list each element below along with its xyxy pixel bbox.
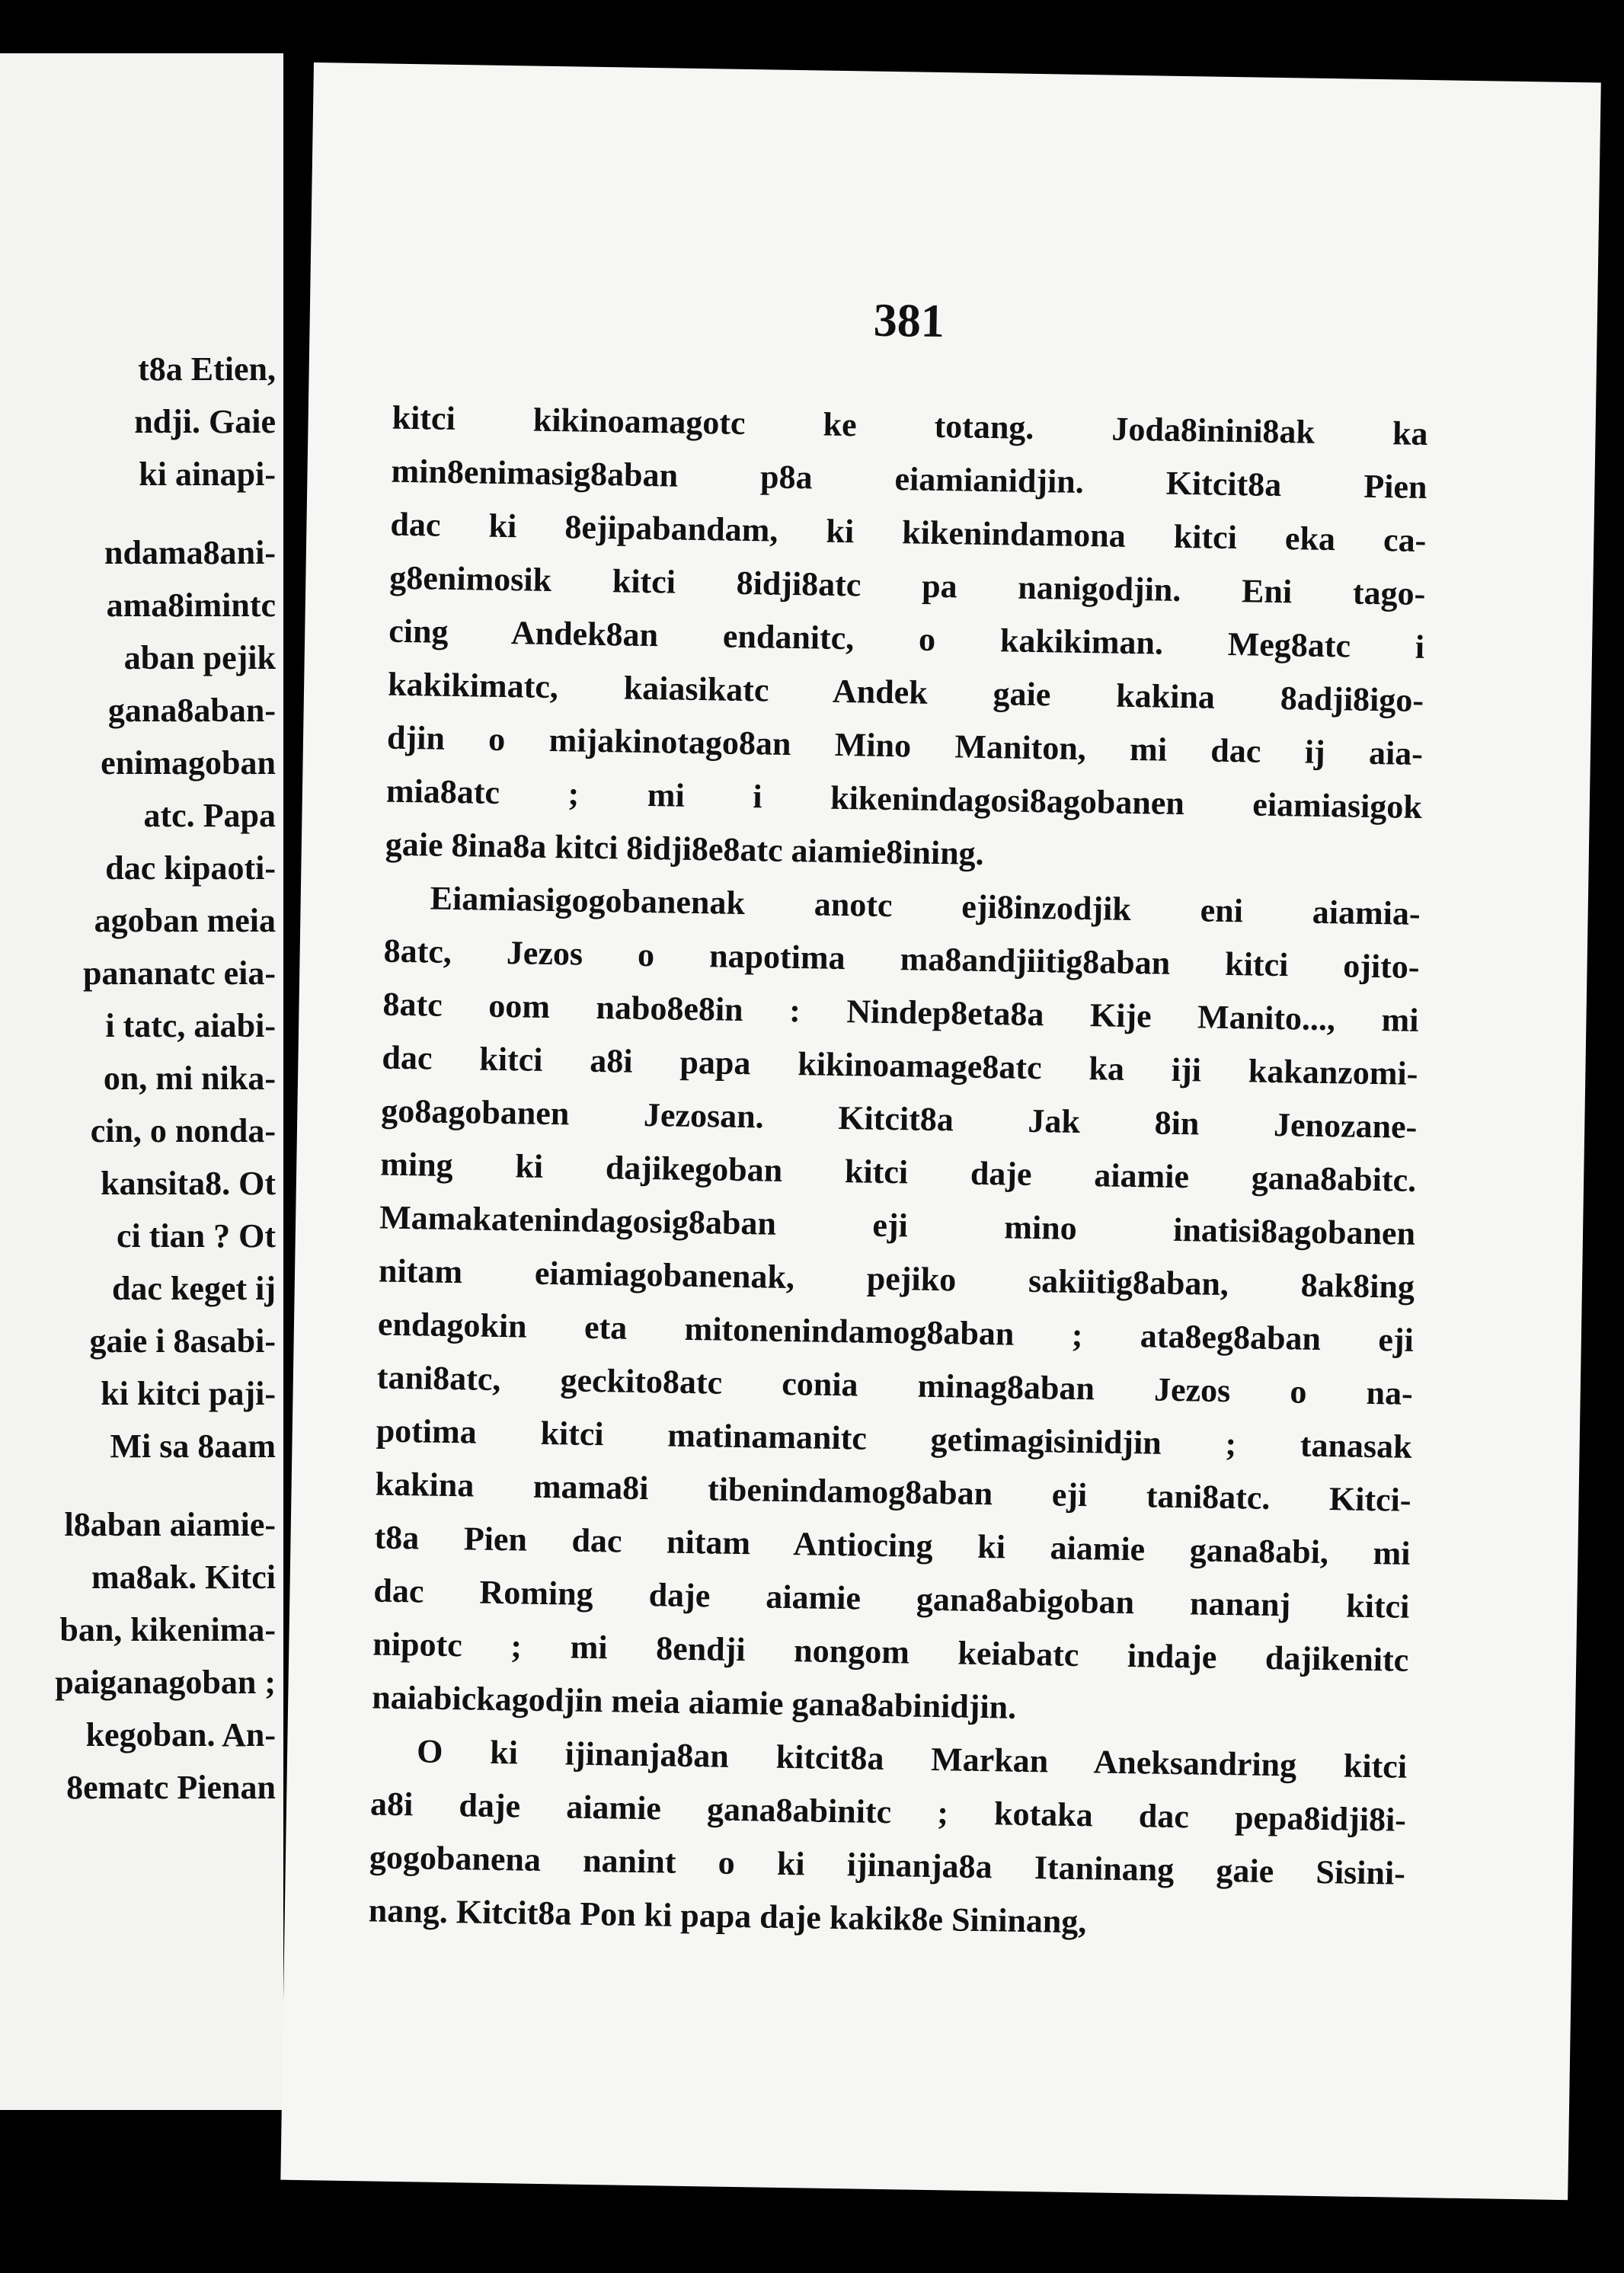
text-line: go8agobanen Jezosan. Kitcit8a Jak 8in Jenozane-	[381, 1092, 1418, 1146]
left-text-line: pananatc eia-	[83, 954, 276, 992]
text-line: gaie 8ina8a kitci 8idji8e8atc aiamie8ining.	[385, 825, 985, 872]
text-line: O ki ijinanja8an kitcit8a Markan Aneksandring kitci	[416, 1732, 1408, 1785]
body-text	[368, 392, 1428, 1954]
text-line: dac kitci a8i papa kikinoamage8atc ka iji kakanzomi-	[382, 1038, 1418, 1092]
left-text-line: gaie i 8asabi-	[89, 1322, 276, 1360]
text-line: g8enimosik kitci 8idji8atc pa nanigodjin. Eni tago-	[389, 558, 1426, 613]
left-text-line: atc. Papa	[143, 797, 276, 834]
left-text-line: ki kitci paji-	[101, 1375, 276, 1412]
left-text-line: ci tian ? Ot	[117, 1217, 276, 1255]
text-line: nitam eiamiagobanenak, pejiko sakiitig8aban, 8ak8ing	[378, 1252, 1415, 1306]
left-text-line: on, mi nika-	[103, 1060, 276, 1097]
left-page-fragment	[0, 53, 283, 2110]
left-text-line: kansita8. Ot	[101, 1165, 276, 1202]
left-text-line: aban pejik	[123, 639, 276, 676]
text-line: nang. Kitcit8a Pon ki papa daje kakik8e Sininang,	[368, 1891, 1087, 1941]
left-text-line: gana8aban-	[107, 692, 276, 729]
left-text-line: ndama8ani-	[104, 534, 276, 571]
text-line: tani8atc, geckito8atc conia minag8aban Jezos o na-	[376, 1358, 1414, 1412]
text-line: nipotc ; mi 8endji nongom keiabatc indaje dajikenitc	[372, 1625, 1409, 1679]
right-page	[280, 62, 1600, 2200]
text-line: Eiamiasigogobanenak anotc eji8inzodjik eni aiamia-	[430, 879, 1421, 932]
left-text-line: agoban meia	[94, 902, 276, 939]
text-line: min8enimasig8aban p8a eiamianidjin. Kitcit8a Pien	[391, 452, 1427, 507]
text-line: naiabickagodjin meia aiamie gana8abinidjin.	[371, 1678, 1017, 1726]
left-text-line: cin, o nonda-	[90, 1112, 276, 1149]
text-line: a8i daje aiamie gana8abinitc ; kotaka dac pepa8idji8i-	[369, 1785, 1407, 1839]
paragraph-gap	[0, 1472, 276, 1498]
left-text-line: ban, kikenima-	[59, 1611, 276, 1648]
text-line: cing Andek8an endanitc, o kakikiman. Meg8atc i	[388, 612, 1425, 666]
text-line: dac ki 8ejipabandam, ki kikenindamona kitci eka ca-	[390, 505, 1427, 560]
text-line: kakina mama8i tibenindamog8aban eji tani8atc. Kitci-	[375, 1465, 1411, 1519]
left-text-line: Mi sa 8aam	[110, 1427, 276, 1465]
left-text-line: dac keget ij	[111, 1270, 276, 1307]
left-text-line: t8a Etien,	[138, 350, 276, 388]
text-line: mia8atc ; mi i kikenindagosi8agobanen eiamiasigok	[385, 772, 1423, 826]
text-line: kakikimatc, kaiasikatc Andek gaie kakina 8adji8igo-	[387, 665, 1424, 719]
left-text-line: ki ainapi-	[139, 456, 276, 493]
left-text-line: ama8imintc	[106, 587, 276, 624]
text-line: potima kitci matinamanitc getimagisinidjin ; tanasak	[376, 1411, 1413, 1466]
text-line: djin o mijakinotago8an Mino Maniton, mi dac ij aia-	[386, 718, 1424, 772]
text-line: 8atc, Jezos o napotima ma8andjiitig8aban kitci ojito-	[383, 932, 1420, 986]
text-line: kitci kikinoamagotc ke totang. Joda8inini8ak ka	[392, 398, 1428, 453]
text-line: 8atc oom nabo8e8in : Nindep8eta8a Kije Manito..., mi	[382, 985, 1419, 1039]
left-text-line: l8aban aiamie-	[64, 1506, 276, 1543]
page-number: 381	[873, 294, 945, 348]
left-text-line: 8ematc Pienan	[66, 1769, 276, 1806]
left-text-line: ndji. Gaie	[134, 403, 276, 440]
left-page-text	[0, 343, 276, 1814]
left-text-line: kegoban. An-	[85, 1716, 276, 1754]
left-text-line: paiganagoban ;	[55, 1664, 276, 1701]
paragraph-gap	[0, 500, 276, 526]
text-line: Mamakatenindagosig8aban eji mino inatisi8agobanen	[379, 1198, 1416, 1252]
text-line: gogobanena nanint o ki ijinanja8a Itaninang gaie Sisini-	[369, 1838, 1406, 1892]
left-text-line: ma8ak. Kitci	[91, 1558, 276, 1596]
text-line: t8a Pien dac nitam Antiocing ki aiamie gana8abi, mi	[374, 1518, 1411, 1572]
left-text-line: enimagoban	[101, 744, 276, 782]
text-line: ming ki dajikegoban kitci daje aiamie gana8abitc.	[379, 1145, 1417, 1199]
left-text-line: dac kipaoti-	[105, 849, 276, 887]
text-line: endagokin eta mitonenindamog8aban ; ata8eg8aban eji	[377, 1305, 1415, 1359]
text-line: dac Roming daje aiamie gana8abigoban nananj kitci	[373, 1571, 1410, 1626]
left-text-line: i tatc, aiabi-	[105, 1007, 276, 1044]
